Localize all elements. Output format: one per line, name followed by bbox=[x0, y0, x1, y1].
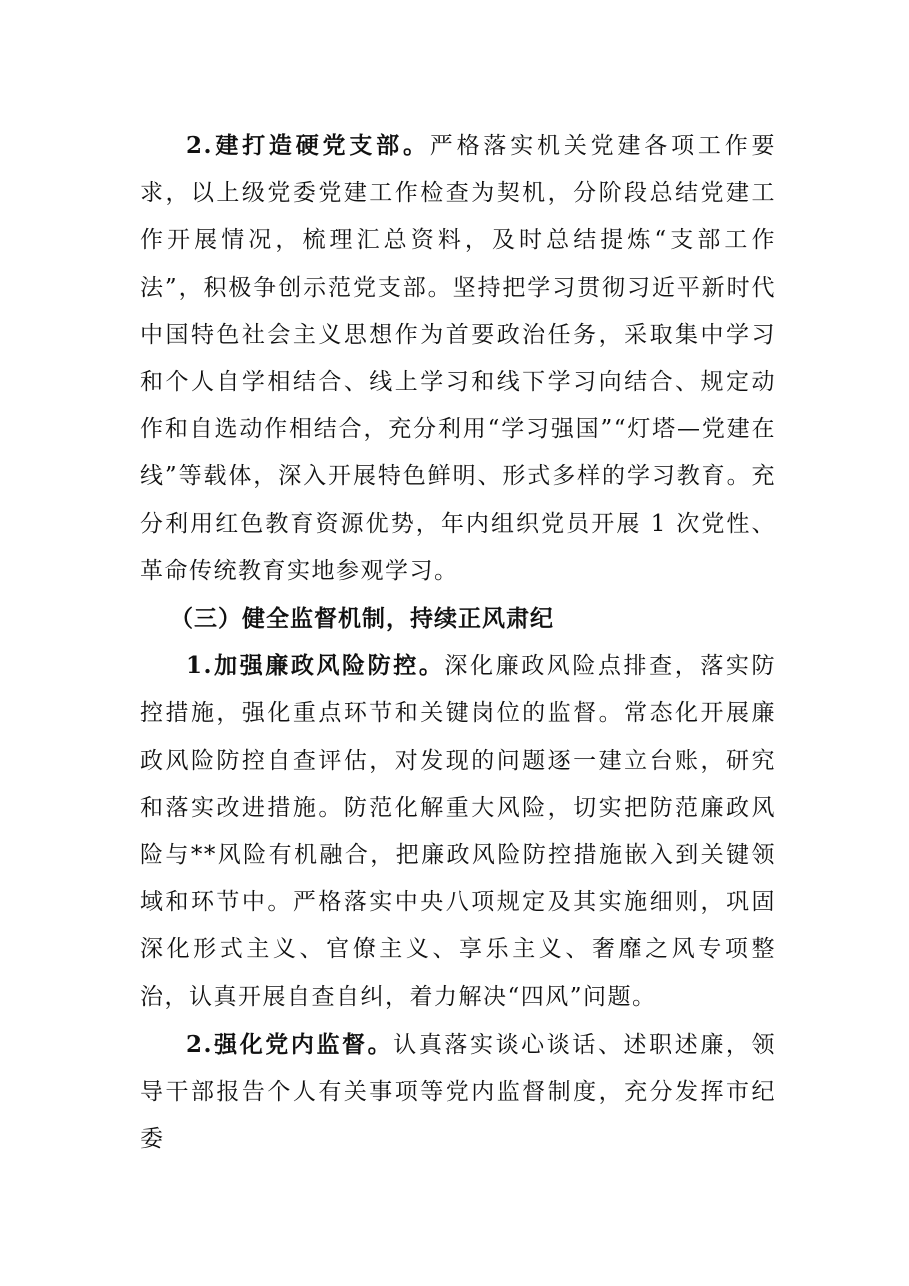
paragraph-risk-control bbox=[140, 642, 776, 1021]
paragraph-text: 严格落实机关党建各项工作要求，以上级党委党建工作检查为契机，分阶段总结党建工作开展情况，梳理汇总资料，及时总结提炼“支部工作法”，积极争创示范党支部。坚持把学习贯彻习近平新时代中国特色社会主义思想作为首要政治任务，采取集中学习和个人自学相结合、线上学习和线下学习向结合、规定动作和自选动作相结合，充分利用“学习强国”“灯塔—党建在线”等载体，深入开展特色鲜明、形式多样的学习教育。充分利用红色教育资源优势，年内组织党员开展 1 次党性、革命传统教育实地参观学习。 bbox=[140, 133, 777, 584]
paragraph-text: 深化廉政风险点排查，落实防控措施，强化重点环节和关键岗位的监督。常态化开展廉政风险防控自查评估，对发现的问题逐一建立台账，研究和落实改进措施。防范化解重大风险，切实把防范廉政风险与**风险有机融合，把廉政风险防控措施嵌入到关键领域和环节中。严格落实中央八项规定及其实施细则，巩固深化形式主义、官僚主义、享乐主义、奢靡之风专项整治，认真开展自查自纠，着力解决“四风”问题。 bbox=[140, 653, 777, 1010]
paragraph-text: 认真落实谈心谈话、述职述廉，领导干部报告个人有关事项等党内监督制度，充分发挥市纪委 bbox=[140, 1031, 776, 1153]
paragraph-lead: 1.加强廉政风险防控。 bbox=[186, 652, 445, 680]
paragraph-lead: 2.建打造硬党支部。 bbox=[186, 132, 430, 159]
paragraph-party-branch bbox=[140, 122, 776, 595]
section-heading: （三）健全监督机制，持续正风肃纪 bbox=[170, 605, 554, 633]
document-body bbox=[140, 122, 776, 1163]
paragraph-lead: 2.强化党内监督。 bbox=[186, 1030, 394, 1058]
paragraph-party-supervision bbox=[140, 1021, 776, 1164]
